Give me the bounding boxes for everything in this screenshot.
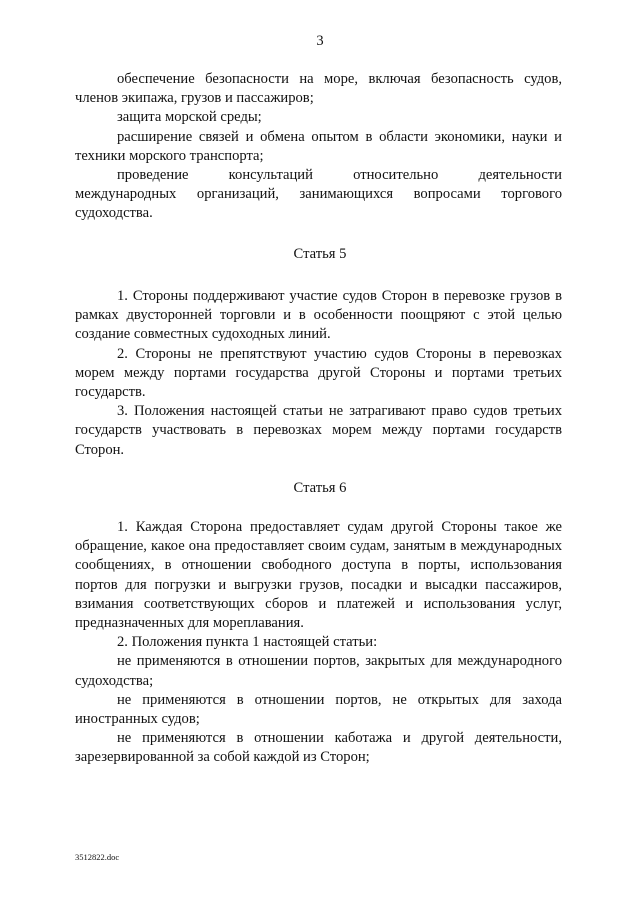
footer-filename: 3512822.doc (75, 852, 120, 862)
paragraph: 1. Стороны поддерживают участие судов Сторон в перевозке грузов в рамках двусторонней торговли и в особенности поощряют с этой целью создание совместных судоходных линий. (75, 288, 562, 343)
paragraph: 2. Стороны не препятствуют участию судов Стороны в перевозках морем между портами государства другой Стороны и портами третьих государств. (75, 345, 562, 401)
list-item: не применяются в отношении портов, не открытых для захода иностранных судов; (75, 691, 562, 728)
article-6-body (75, 518, 562, 768)
article-6-heading: Статья 6 (293, 480, 347, 496)
paragraph: 2. Положения пункта 1 настоящей статьи: (117, 634, 378, 651)
list-item: обеспечение безопасности на море, включая безопасность судов, членов экипажа, грузов и пассажиров; (75, 71, 562, 107)
paragraph: 1. Каждая Сторона предоставляет судам другой Стороны такое же обращение, какое она предоставляет своим судам, занятым в международных сообщениях, в отношении свободного доступа в порты, использования портов для погрузки и выгрузки грузов, посадки и высадки пассажиров, взимания соответствующих сборов и платежей и использования услуг, предназначенных для мореплавания. (75, 519, 562, 632)
list-item: не применяются в отношении каботажа и другой деятельности, зарезервированной за собой каждой из Сторон; (75, 730, 562, 766)
list-item: проведение консультаций относительно деятельности международных организаций, занимающихся вопросами торгового судоходства. (75, 167, 562, 222)
paragraph: 3. Положения настоящей статьи не затрагивают право судов третьих государств участвовать в перевозках морем между портами государств Сторон. (75, 403, 562, 458)
list-item: расширение связей и обмена опытом в области экономики, науки и техники морского транспорта; (75, 128, 562, 164)
article-5-body (75, 287, 562, 460)
list-block (75, 70, 562, 224)
article-5-heading: Статья 5 (293, 246, 347, 262)
list-item: не применяются в отношении портов, закрытых для международного судоходства; (75, 653, 562, 689)
list-item: защита морской среды; (117, 109, 262, 126)
page-number: 3 (316, 33, 324, 49)
